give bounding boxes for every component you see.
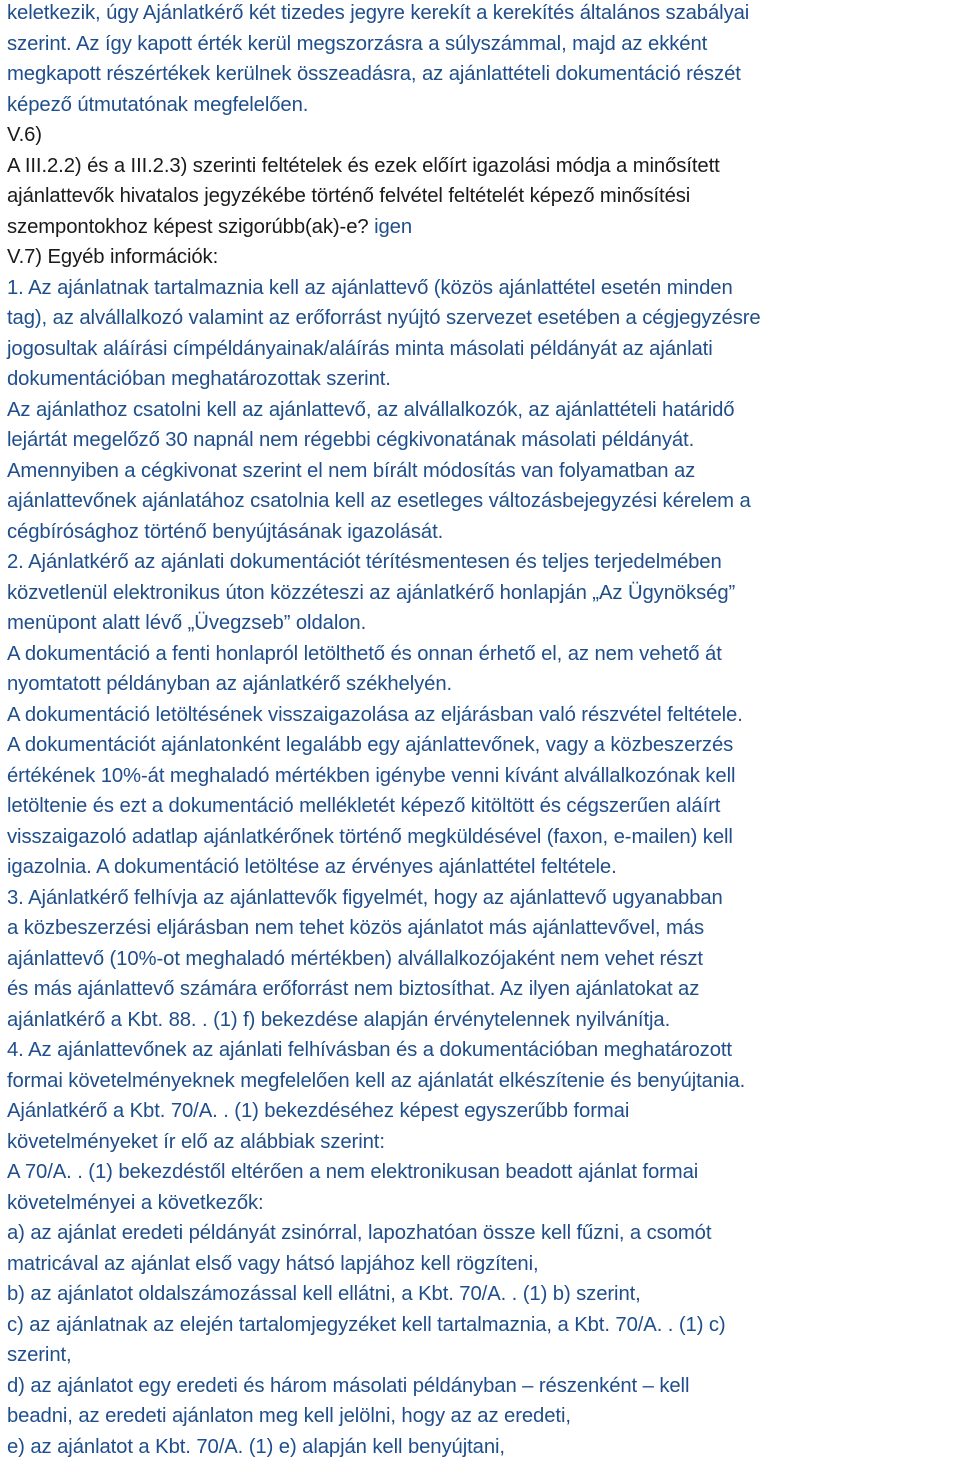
- line-text: Az ajánlathoz csatolni kell az ajánlattevő, az alvállalkozók, az ajánlattételi határidő: [7, 398, 735, 421]
- line-text: A III.2.2) és a III.2.3) szerinti feltételek és ezek előírt igazolási módja a minősített: [7, 154, 720, 177]
- line-text: A dokumentáció letöltésének visszaigazolása az eljárásban való részvétel feltétele.: [7, 703, 743, 726]
- line-text: és más ajánlattevő számára erőforrást nem biztosíthat. Az ilyen ajánlatokat az: [7, 978, 700, 1000]
- answer-value: igen: [368, 215, 413, 238]
- text-line: [7, 639, 960, 670]
- line-text: értékének 10%-át meghaladó mértékben igénybe venni kívánt alvállalkozónak kell: [7, 764, 736, 787]
- line-text: ajánlattevő (10%-ot meghaladó mértékben) alvállalkozójaként nem vehet részt: [7, 947, 703, 970]
- text-line: [7, 29, 960, 60]
- text-line: [7, 0, 960, 29]
- text-line: [7, 303, 960, 334]
- line-text: d) az ajánlatot egy eredeti és három másolati példányban – részenként – kell: [7, 1374, 690, 1397]
- line-text: e) az ajánlatot a Kbt. 70/A. (1) e) alapján kell benyújtani,: [7, 1435, 505, 1458]
- text-line: [7, 364, 960, 395]
- text-line: [7, 761, 960, 792]
- line-text: V.7) Egyéb információk:: [7, 246, 219, 268]
- line-text: a közbeszerzési eljárásban nem tehet közös ajánlatot más ajánlattevővel, más: [7, 917, 704, 939]
- line-text: keletkezik, úgy Ajánlatkérő két tizedes jegyre kerekít a kerekítés általános szabályai: [7, 2, 750, 24]
- text-line: [7, 151, 960, 182]
- line-text: visszaigazoló adatlap ajánlatkérőnek történő megküldésével (faxon, e-mailen) kell: [7, 825, 733, 848]
- line-text: dokumentációban meghatározottak szerint.: [7, 368, 391, 390]
- text-line: [7, 852, 960, 883]
- text-line: [7, 1127, 960, 1158]
- text-line: [7, 1096, 960, 1127]
- text-line: [7, 425, 960, 456]
- text-line: [7, 1249, 960, 1280]
- line-text: b) az ajánlatot oldalszámozással kell ellátni, a Kbt. 70/A. . (1) b) szerint,: [7, 1283, 641, 1305]
- line-text: beadni, az eredeti ajánlaton meg kell jelölni, hogy az az eredeti,: [7, 1405, 571, 1427]
- text-line: [7, 273, 960, 304]
- text-line: [7, 1218, 960, 1249]
- line-text: Ajánlatkérő a Kbt. 70/A. . (1) bekezdéséhez képest egyszerűbb formai: [7, 1100, 630, 1122]
- text-line: [7, 1340, 960, 1371]
- line-text: 3. Ajánlatkérő felhívja az ajánlattevők figyelmét, hogy az ajánlattevő ugyanabban: [7, 886, 723, 909]
- line-text: ajánlatkérő a Kbt. 88. . (1) f) bekezdése alapján érvénytelennek nyilvánítja.: [7, 1008, 671, 1031]
- text-line: [7, 1188, 960, 1219]
- text-line: [7, 913, 960, 944]
- text-line: [7, 608, 960, 639]
- line-text: matricával az ajánlat első vagy hátsó lapjához kell rögzíteni,: [7, 1252, 539, 1275]
- line-text: letöltenie és ezt a dokumentáció mellékletét képező kitöltött és cégszerűen aláírt: [7, 795, 721, 817]
- line-text: 1. Az ajánlatnak tartalmaznia kell az ajánlattevő (közös ajánlattétel esetén minden: [7, 276, 733, 299]
- line-text: A dokumentáció a fenti honlapról letölthető és onnan érhető el, az nem vehető át: [7, 642, 722, 665]
- line-text: cégbírósághoz történő benyújtásának igazolását.: [7, 520, 444, 543]
- line-text: menüpont alatt lévő „Üvegzseb” oldalon.: [7, 612, 367, 634]
- text-line: [7, 974, 960, 1005]
- line-text: szerint. Az így kapott érték kerül megszorzásra a súlyszámmal, majd az ekként: [7, 32, 708, 55]
- text-line: [7, 700, 960, 731]
- line-text: ajánlattevőnek ajánlatához csatolnia kell az esetleges változásbejegyzési kérelem a: [7, 490, 751, 512]
- text-line: [7, 1310, 960, 1341]
- text-line: [7, 395, 960, 426]
- line-text: jogosultak aláírási címpéldányainak/aláírás minta másolati példányát az ajánlati: [7, 337, 713, 360]
- text-line: [7, 1035, 960, 1066]
- text-line: [7, 822, 960, 853]
- line-text: lejártát megelőző 30 napnál nem régebbi cégkivonatának másolati példányát.: [7, 429, 695, 451]
- text-line: [7, 669, 960, 700]
- text-line: [7, 944, 960, 975]
- text-line: [7, 1371, 960, 1402]
- line-text: V.6): [7, 124, 42, 146]
- line-text: A 70/A. . (1) bekezdéstől eltérően a nem elektronikusan beadott ajánlat formai: [7, 1161, 699, 1183]
- text-line: [7, 242, 960, 273]
- text-line: [7, 1279, 960, 1310]
- text-line: [7, 334, 960, 365]
- line-text: nyomtatott példányban az ajánlatkérő székhelyén.: [7, 673, 453, 695]
- line-text: közvetlenül elektronikus úton közzéteszi az ajánlatkérő honlapján „Az Ügynökség”: [7, 581, 736, 604]
- line-text: szerint,: [7, 1344, 72, 1366]
- line-text: 4. Az ajánlattevőnek az ajánlati felhívásban és a dokumentációban meghatározott: [7, 1039, 732, 1061]
- text-line: [7, 1432, 960, 1463]
- text-line: [7, 791, 960, 822]
- text-line: [7, 547, 960, 578]
- text-line: [7, 1005, 960, 1036]
- text-line: [7, 456, 960, 487]
- text-line: [7, 181, 960, 212]
- text-line: [7, 486, 960, 517]
- line-text: a) az ajánlat eredeti példányát zsinórral, lapozhatóan össze kell fűzni, a csomót: [7, 1222, 712, 1244]
- line-text: Amennyiben a cégkivonat szerint el nem bírált módosítás van folyamatban az: [7, 459, 696, 482]
- text-line: [7, 59, 960, 90]
- line-text: c) az ajánlatnak az elején tartalomjegyzéket kell tartalmaznia, a Kbt. 70/A. . (1) c): [7, 1313, 726, 1336]
- line-text: A dokumentációt ajánlatonként legalább egy ajánlattevőnek, vagy a közbeszerzés: [7, 734, 734, 756]
- text-line: [7, 1157, 960, 1188]
- text-line: [7, 730, 960, 761]
- line-text: 2. Ajánlatkérő az ajánlati dokumentációt térítésmentesen és teljes terjedelmében: [7, 551, 722, 573]
- line-text: megkapott részértékek kerülnek összeadásra, az ajánlattételi dokumentáció részét: [7, 63, 741, 85]
- text-line: [7, 1401, 960, 1432]
- line-text: tag), az alvállalkozó valamint az erőforrást nyújtó szervezet esetében a cégjegyzésre: [7, 307, 761, 329]
- text-line: [7, 1066, 960, 1097]
- line-text: szempontokhoz képest szigorúbb(ak)-e?: [7, 215, 369, 238]
- line-text: igazolnia. A dokumentáció letöltése az érvényes ajánlattétel feltétele.: [7, 856, 617, 878]
- line-text: képező útmutatónak megfelelően.: [7, 93, 309, 116]
- line-text: követelményeket ír elő az alábbiak szerint:: [7, 1130, 385, 1153]
- text-line: [7, 517, 960, 548]
- line-text: követelményei a következők:: [7, 1191, 264, 1214]
- text-line: [7, 120, 960, 151]
- text-line: [7, 212, 960, 243]
- line-text: ajánlattevők hivatalos jegyzékébe történő felvétel feltételét képező minősítési: [7, 185, 691, 207]
- text-line: [7, 578, 960, 609]
- text-line: [7, 883, 960, 914]
- text-line: [7, 90, 960, 121]
- line-text: formai követelményeknek megfelelően kell az ajánlatát elkészítenie és benyújtania.: [7, 1069, 746, 1092]
